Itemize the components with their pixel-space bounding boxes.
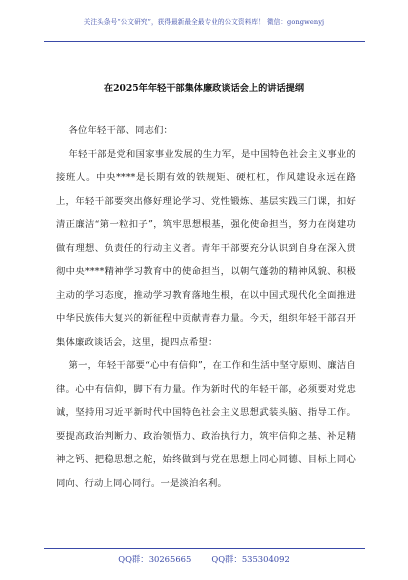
promo-header: 关注头条号“公文研究”，获得最新最全最专业的公文资料库！ 微信：gongwenyj xyxy=(83,18,325,26)
footer-divider xyxy=(44,548,365,549)
document-body xyxy=(56,119,356,495)
qq-number: 535304092 xyxy=(241,554,290,564)
salutation: 各位年轻干部、同志们： xyxy=(68,125,174,136)
paragraph: 年轻干部是党和国家事业发展的生力军，是中国特色社会主义事业的接班人。中央****是长期有效的铁规矩、硬杠杠，作风建设永远在路上，年轻干部要突出修好理论学习、党性锻炼、基层实践三门课，扣好清正廉洁“第一粒扣子”，筑牢思想根基，强化使命担当，努力在岗建功做有理想、负责任的行动主义者。青年干部要充分认识到自身在深入贯彻中央****精神学习教育中的使命担当，以朝气蓬勃的精神风貌、积极主动的学习态度，推动学习教育落地生根，在以中国式现代化全面推进中华民族伟大复兴的新征程中贡献青春力量。今天，组织年轻干部召开集体廉政谈话会，这里，提四点希望： xyxy=(56,148,356,348)
paragraph: 第一，年轻干部要“心中有信仰”，在工作和生活中坚守原则、廉洁自律。心中有信仰，脚下有力量。作为新时代的年轻干部，必须要对党忠诚，坚持用习近平新时代中国特色社会主义思想武装头脑、指导工作。要提高政治判断力、政治领悟力、政治执行力，筑牢信仰之基、补足精神之钙、把稳思想之舵，始终做到与党在思想上同心同德、目标上同心同向、行动上同心同行。一是淡泊名利。 xyxy=(56,360,356,489)
header-divider xyxy=(44,41,365,42)
qq-footer xyxy=(0,553,408,565)
qq-label: QQ群： xyxy=(211,554,242,564)
document-title: 在2025年年轻干部集体廉政谈话会上的讲话提纲 xyxy=(103,83,305,94)
qq-label: QQ群： xyxy=(118,554,149,564)
qq-number: 30265665 xyxy=(148,554,192,564)
